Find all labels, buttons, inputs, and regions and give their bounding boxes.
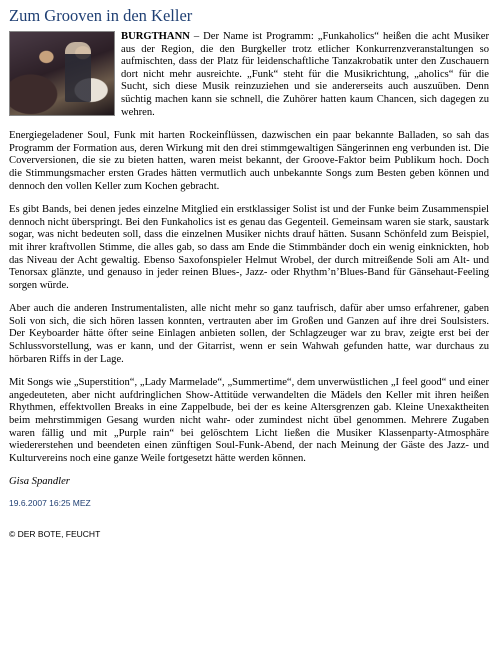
article xyxy=(9,6,489,540)
copyright-source: © DER BOTE, FEUCHT xyxy=(9,528,101,539)
paragraph-1-text: – Der Name ist Programm: „Funkaholics“ heißen die acht Musiker aus der Region, die den Burgkeller trotz etlicher Konkurrenzveranstaltungen so aufmischten, dass der Platz für leidenschaftliche Tanzakrobatik unter den Zuschauern dort nicht mehr ausreichte. „Funk“ steht für die Musikrichtung, „aholics“ für die Sucht, sich diese Musik reinzuziehen und sie andererseits auch auszuüben. Denn süchtig machen kann sie schnell, die Zuhörer hatten kaum Chancen, sich dagegen zu wehren. xyxy=(121,31,489,118)
paragraph-2: Energiegeladener Soul, Funk mit harten Rockeinflüssen, dazwischen ein paar bekannte Balladen, so sah das Programm der Formation aus, deren Wirkung mit den drei stimmgewaltigen Sängerinnen eng verbunden ist. Die Coverversionen, die sie zu bieten hatten, waren meist bekannt, der Groove-Faktor beim Publikum hoch. Doch die Stimmungsmacher ersten Grades hätten vermutlich auch unbekannte Songs zum Besten geben können und dennoch den vollen Keller zum Kochen gebracht. xyxy=(9,130,489,192)
paragraph-4: Aber auch die anderen Instrumentalisten, alle nicht mehr so ganz taufrisch, dafür aber umso erfahrener, gaben Soli von sich, die sich hören lassen konnten, vertrauten aber im Großen und Ganzen auf ihre drei Soulsisters. Der Keyboarder hätte öfter seine Einlagen anbieten sollen, der Schlagzeuger war zu brav, zeigte erst bei der Schlussvorstellung, was er kann, und der Gitarrist, wenn er sein Wahwah gefunden hatte, war durchaus zu hörbaren Riffs in der Lage. xyxy=(9,303,489,365)
paragraph-3: Es gibt Bands, bei denen jedes einzelne Mitglied ein erstklassiger Solist ist und der Funke beim Zusammenspiel dennoch nicht überspringt. Bei den Funkaholics ist es genau das Gegenteil. Gemeinsam waren sie stark, saustark sogar, was nicht bedeuten soll, dass die einzelnen Musiker nichts drauf hätten. Susann Schönfeld zum Beispiel, mit ihrer kraftvollen Stimme, die alles gab, so dass am Ende die Stimmbänder doch ein wenig einknickten, hob das Niveau der Acht gewaltig. Ebenso Saxofonspieler Helmut Wrobel, der durch mitreißende Soli am Alt- und Tenorsax glänzte, und genauso in jeder reinen Blues-, Jazz- oder Rhythm’n’Blues-Band für Gänsehaut-Feeling sorgen würde. xyxy=(9,204,489,291)
author-name: Gisa Spandler xyxy=(9,476,70,488)
paragraph-lead xyxy=(9,31,489,119)
publish-date: 19.6.2007 16:25 MEZ xyxy=(9,498,91,508)
article-title: Zum Grooven in den Keller xyxy=(9,6,193,25)
concert-photo xyxy=(9,31,115,116)
paragraph-5: Mit Songs wie „Superstition“, „Lady Marmelade“, „Summertime“, dem unverwüstlichen „I feel good“ und einer angedeuteten, aber nicht aufdringlichen Show-Attitüde verwandelten die Mädels den Keller mit ihren heißen Rhythmen, effektvollen Breaks in eine Zappelbude, bei der es keine Altersgrenzen gab. Kleine Unexaktheiten beim mehrstimmigen Gesang wurden nicht wahr- oder zumindest nicht übel genommen. Mehrere Zugaben waren fällig und mit „Purple rain“ bei gelöschtem Licht ließen die Musiker Klassenparty-Atmosphäre wiedererstehen und beendeten einen zünftigen Soul-Funk-Abend, der nach Meinung der Gäste des Jazz- und Kulturvereins noch eine ganze Weile fortgesetzt hätte werden können. xyxy=(9,377,489,464)
dateline: BURGTHANN xyxy=(121,31,190,42)
